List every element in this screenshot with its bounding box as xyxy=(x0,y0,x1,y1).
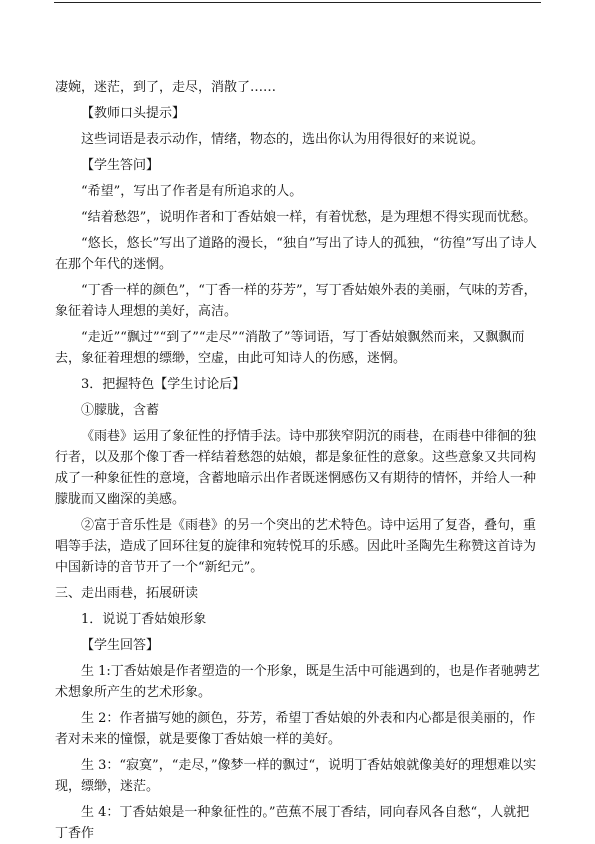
paragraph-12: 《雨巷》运用了象征性的抒情手法。诗中那狭窄阴沉的雨巷，在雨巷中徘徊的独行者，以及那个像丁香一样结着愁怨的姑娘，都是象征性的意象。这些意象又共同构成了一种象征性的意境，含蓄地暗示出作者既迷惘感伤又有期待的情怀，并给人一种朦胧而又幽深的美感。 xyxy=(55,429,537,507)
paragraph-11: ①朦胧，含蓄 xyxy=(81,403,160,418)
paragraph-1: 凄婉，迷茫，到了，走尽，消散了…… xyxy=(55,80,277,95)
document-body xyxy=(55,77,541,844)
paragraph-9: “走近”“飘过”“到了”“走尽”“消散了”等词语，写丁香姑娘飘然而来，又飘飘而去，象征着理想的缥缈，空虚，由此可知诗人的伤感，迷惘。 xyxy=(55,330,525,366)
paragraph-10: 3．把握特色【学生讨论后】 xyxy=(81,377,246,392)
paragraph-17: 生 1:丁香姑娘是作者塑造的一个形象，既是生活中可能遇到的，也是作者驰骋艺术想象所产生的艺术形象。 xyxy=(55,664,540,700)
paragraph-6: “结着愁怨”，说明作者和丁香姑娘一样，有着忧愁，是为理想不得实现而忧愁。 xyxy=(81,210,537,225)
paragraph-19: 生 3：“寂寞”，“走尽，”像梦一样的飘过“，说明丁香姑娘就像美好的理想难以实现，缥缈，迷茫。 xyxy=(55,758,537,794)
paragraph-8: “丁香一样的颜色”，“丁香一样的芬芳”，写丁香姑娘外表的美丽，气味的芳香，象征着诗人理想的美好，高洁。 xyxy=(55,283,537,319)
paragraph-18: 生 2：作者描写她的颜色，芬芳，希望丁香姑娘的外表和内心都是很美丽的，作者对未来的憧憬，就是要像丁香姑娘一样的美好。 xyxy=(55,711,536,747)
section-heading: 三、走出雨巷，拓展研读 xyxy=(55,586,199,601)
header-rule xyxy=(54,2,541,3)
paragraph-13: ②富于音乐性是《雨巷》的另一个突出的艺术特色。诗中运用了复沓，叠句，重唱等手法，造成了回环往复的旋律和宛转悦耳的乐感。因此叶圣陶先生称赞这首诗为中国新诗的音节开了一个“新纪元”。 xyxy=(55,518,537,575)
paragraph-20: 生 4：丁香姑娘是一种象征性的。”芭蕉不展丁香结，同向春风各自愁“，人就把丁香作 xyxy=(55,805,530,841)
paragraph-5: “希望”，写出了作者是有所追求的人。 xyxy=(81,184,303,199)
paragraph-3: 这些词语是表示动作，情绪，物态的，选出你认为用得很好的来说说。 xyxy=(81,132,485,147)
paragraph-4: 【学生答问】 xyxy=(81,158,160,173)
paragraph-7: “悠长，悠长”写出了道路的漫长，“独自”写出了诗人的孤独，“彷徨”写出了诗人在那个年代的迷惘。 xyxy=(55,236,537,272)
paragraph-2: 【教师口头提示】 xyxy=(81,106,186,121)
paragraph-16: 【学生回答】 xyxy=(81,638,160,653)
paragraph-15: 1．说说丁香姑娘形象 xyxy=(81,612,207,627)
